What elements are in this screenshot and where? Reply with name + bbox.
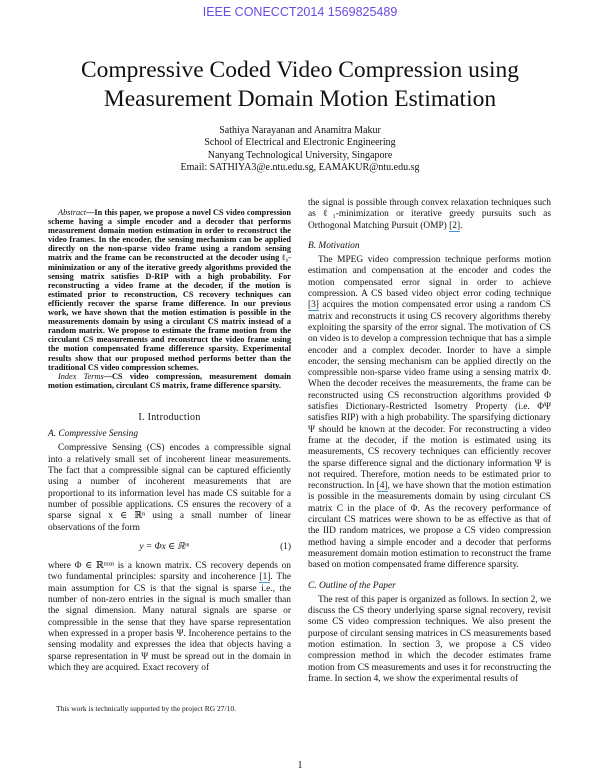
index-terms-label: Index Terms [58,371,104,381]
equation-1 [48,542,291,553]
abstract [48,208,291,372]
index-terms [48,372,291,390]
abstract-text: —In this paper, we propose a novel CS video compression scheme having a simple encoder and a decoder that performs measurement domain motion estimation in order to reconstruct the video frames. In the encoder, the sensing mechanism can be applied directly on the non-sparse video frame using a random sensing matrix and the frame can be reconstructed at the decoder using ℓ₁-minimization or any of the iterative greedy algorithms provided the sensing matrix satisfies D-RIP with a high probability. For reconstructing a video frame at the decoder, if the motion is estimated prior to reconstruction, CS recovery techniques can efficiently recover the sparse frame difference. In our previous work, we have shown that the motion estimation is possible in the measurements domain by using a circulant CS matrix instead of a random matrix. We propose to estimate the frame motion from the circulant CS measurements and reconstruct the video frame using the motion compensated frame difference sparsity. Experimental results show that our proposed method performs better than the traditional CS video compression schemes. [48,208,291,372]
left-column [48,208,291,674]
text: The MPEG video compression technique performs motion estimation and compensation at the encoder and codes the motion compensated error signal in order to achieve compression. A CS based video object error coding technique [308,255,551,300]
text: the signal is possible through convex relaxation techniques such as ℓ₁-minimization or iterative greedy pursuits such as Orthogonal Matching Pursuit (OMP) [308,198,551,231]
footnote: This work is technically supported by the project RG 27/10. [56,704,236,713]
equation: y = Φx ∈ ℝᵐ [139,541,189,552]
text: acquires the motion compensated error using a random CS matrix and reconstructs it using CS recovery algorithms thereby exploiting the sparsity of the error signal. The motivation of CS on video is to develop a compression technique that has a simple encoder and a complex decoder. Inorder to have a simple encoder, the sensing mechanism can be applied directly on the compressible non-sparse video frame using a sensing matrix Φ. When the decoder receives the measurements, the frame can be reconstructed using CS reconstruction algorithms provided Φ satisfies Dictionary-Restricted Isometry Property (i.e. ΦΨ satisfies RIP) with a high probability. The sparsifying dictionary Ψ should be known at the decoder. For reconstructing a video frame at the decoder, if the motion is estimated using its measurements, CS recovery techniques can efficiently recover the sparse difference signal and the dictionary information Ψ is not required. Therefore, motion needs to be estimated prior to reconstruction. In [308,300,551,492]
index-terms-text: —CS video compression, measurement domain motion estimation, circulant CS matrix, frame difference sparsity. [48,371,291,390]
author-university: Nanyang Technological University, Singapore [207,149,393,161]
conference-header: IEEE CONECCT2014 1569825489 [202,5,398,19]
citation-link[interactable]: [4] [376,481,388,492]
paragraph [308,255,551,571]
page-number: 1 [297,760,303,771]
section-heading-introduction: I. Introduction [138,411,201,423]
subsection-heading-outline: C. Outline of the Paper [308,580,396,591]
author-school: School of Electrical and Electronic Engineering [204,137,396,149]
paper-title [0,56,600,114]
title-line: Compressive Coded Video Compression using [80,57,520,83]
paragraph [308,198,551,232]
subsection-heading-compressive-sensing: A. Compressive Sensing [48,429,139,440]
author-email: Email: SATHIYA3@e.ntu.edu.sg, EAMAKUR@ntu.edu.sg [180,161,420,173]
equation-number: (1) [280,541,291,552]
citation-link[interactable]: [2] [449,220,461,231]
title-line: Measurement Domain Motion Estimation [103,86,497,112]
citation-link[interactable]: [3] [308,300,319,311]
text: . The main assumption for CS is that the signal is sparse i.e., the number of non-zero entries in the signal is much smaller than the signal dimension. Many natural signals are sparse or compressible in the sense that they have sparse representation when expressed in a proper basis Ψ. Incoherence pertains to the sensing modality and expresses the idea that objects having a sparse representation in Ψ must be spread out in the domain in which they are acquired. Exact recovery of [48,572,292,673]
paragraph: The rest of this paper is organized as follows. In section 2, we discuss the CS theory underlying sparse signal recovery, revisit some CS video compression techniques. We also present the purpose of circulant sensing matrices in CS measurements based motion estimation. In section 3, we propose a CS video compression method in which the decoder estimates frame motion from CS measurements and uses it for reconstructing the frame. In section 4, we show the experimental results of [308,594,551,684]
text: , we have shown that the motion estimation is possible in the measurements domain by using circulant CS matrix C in the place of Φ. As the recovery performance of circulant CS matrices were shown to be as effective as that of the IID random matrices, we propose a CS video compression method having a simple encoder and a decoder that performs measurement domain motion estimation to reconstruct the frame based on motion compensated frame difference sparsity. [308,481,552,571]
subsection-heading-motivation: B. Motivation [308,240,360,251]
text: where Φ ∈ ℝᵐˣⁿ is a known matrix. CS recovery depends on two fundamental principles: sparsity and incoherence [48,561,291,583]
right-column [308,198,551,685]
text: . [460,220,463,231]
abstract-label: Abstract [58,208,87,217]
paragraph [48,561,291,674]
author-names: Sathiya Narayanan and Anamitra Makur [219,125,381,136]
author-block [0,125,600,174]
citation-link[interactable]: [1] [259,572,271,583]
paragraph: Compressive Sensing (CS) encodes a compressible signal into a relatively small set of incoherent linear measurements. The fact that a compressible signal can be captured efficiently using a number of incoherent measurements that are proportional to its information level has made CS suitable for a number of possible applications. CS ensures the recovery of a sparse signal x ∈ ℝⁿ using a small number of linear observations of the form [48,443,291,533]
